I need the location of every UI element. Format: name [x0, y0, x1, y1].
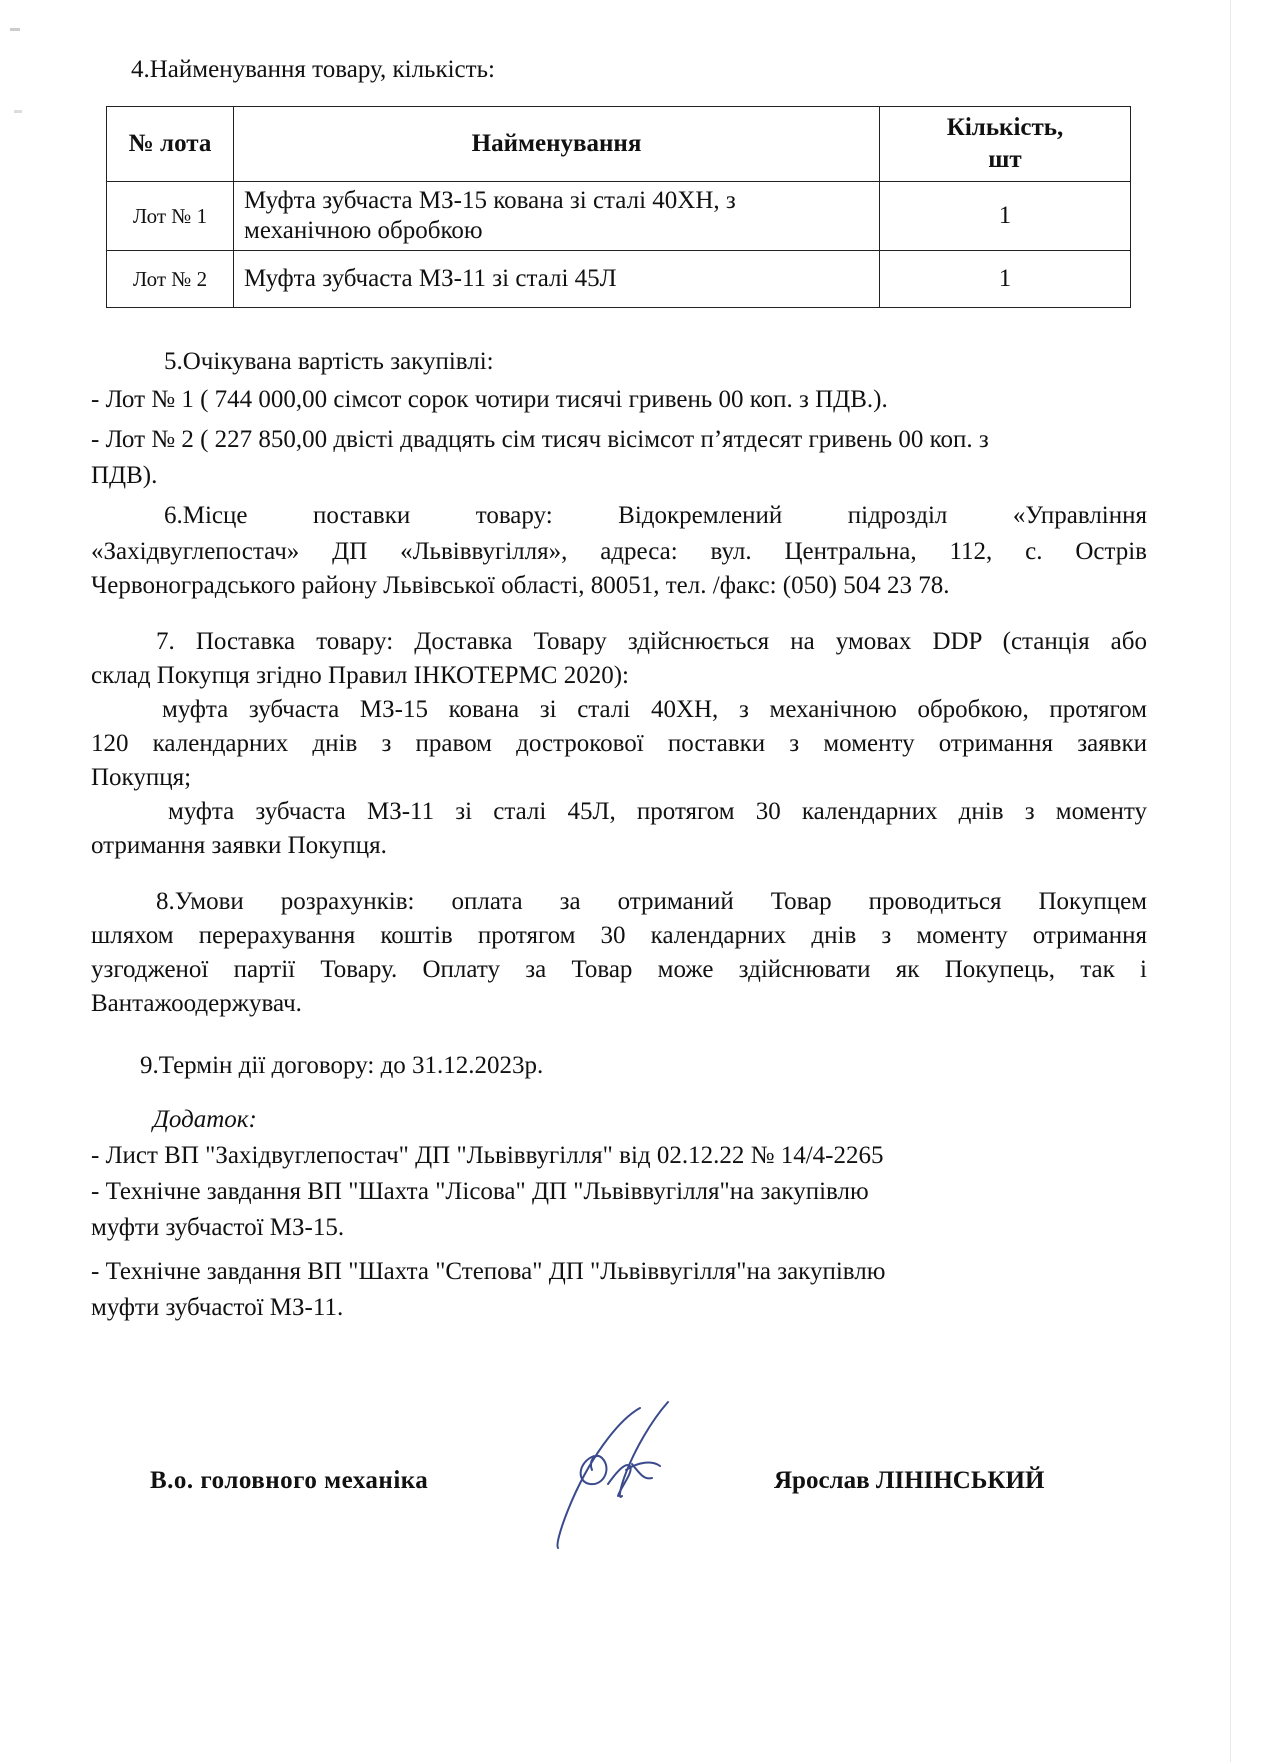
section8-line2: шляхом перерахування коштів протягом 30 календарних днів з моменту отримання — [91, 922, 1147, 949]
header-qty-line1: Кількість, — [946, 114, 1064, 141]
lots-table — [106, 106, 1131, 308]
lot-cell: Лот № 1 — [107, 182, 234, 251]
section5-lot1: - Лот № 1 ( 744 000,00 сімсот сорок чотири тисячі гривень 00 коп. з ПДВ.). — [91, 386, 888, 413]
qty-cell: 1 — [880, 251, 1131, 308]
section7-line1: 7. Поставка товару: Доставка Товару здійснюється на умовах DDP (станція або — [156, 628, 1147, 655]
section8-line4: Вантажоодержувач. — [91, 990, 302, 1017]
section6-line3: Червоноградського району Львівської області, 80051, тел. /факс: (050) 504 23 78. — [91, 572, 950, 599]
section7-line5: Покупця; — [91, 764, 192, 791]
appendix-item2-line2: муфти зубчастої МЗ-15. — [91, 1214, 345, 1241]
signer-name: Ярослав ЛІНІНСЬКИЙ — [774, 1467, 1045, 1494]
scan-mark — [10, 28, 20, 31]
section8-line1: 8.Умови розрахунків: оплата за отриманий Товар проводиться Покупцем — [156, 888, 1147, 915]
appendix-item2-line1: - Технічне завдання ВП "Шахта "Лісова" ДП "Львіввугілля"на закупівлю — [91, 1178, 869, 1205]
scan-mark — [14, 110, 22, 113]
signer-position: В.о. головного механіка — [150, 1467, 429, 1494]
section7-line7: отримання заявки Покупця. — [91, 832, 387, 859]
section7-line6: муфта зубчаста МЗ-11 зі сталі 45Л, протягом 30 календарних днів з моменту — [168, 798, 1147, 825]
handwritten-signature — [548, 1400, 688, 1550]
table-header-row — [107, 107, 1131, 182]
appendix-item3-line1: - Технічне завдання ВП "Шахта "Степова" ДП "Львіввугілля"на закупівлю — [91, 1258, 886, 1285]
header-name: Найменування — [234, 107, 880, 182]
section7-line4: 120 календарних днів з правом дострокової поставки з моменту отримання заявки — [91, 730, 1147, 757]
header-qty — [880, 107, 1131, 182]
section5-lot2-line2: ПДВ). — [91, 462, 158, 489]
section6-line2: «Західвуглепостач» ДП «Львіввугілля», адреса: вул. Центральна, 112, с. Острів — [91, 538, 1147, 565]
signature-strokes — [557, 1402, 668, 1548]
header-qty-line2: шт — [988, 146, 1022, 173]
section4-heading: 4.Найменування товару, кількість: — [131, 56, 495, 83]
section7-line2: склад Покупця згідно Правил ІНКОТЕРМС 2020): — [91, 662, 629, 689]
name-cell: Муфта зубчаста МЗ-15 кована зі сталі 40ХН, з механічною обробкою — [234, 182, 880, 251]
page-edge — [1230, 0, 1231, 1762]
section5-lot2-line1: - Лот № 2 ( 227 850,00 двісті двадцять сім тисяч вісімсот п’ятдесят гривень 00 коп. з — [91, 426, 989, 453]
section5-heading: 5.Очікувана вартість закупівлі: — [164, 348, 494, 375]
qty-cell: 1 — [880, 182, 1131, 251]
lot-cell: Лот № 2 — [107, 251, 234, 308]
section7-line3: муфта зубчаста МЗ-15 кована зі сталі 40ХН, з механічною обробкою, протягом — [162, 696, 1147, 723]
section6-line1: 6.Місце поставки товару: Відокремлений підрозділ «Управління — [164, 502, 1147, 529]
name-cell: Муфта зубчаста МЗ-11 зі сталі 45Л — [234, 251, 880, 308]
section8-line3: узгодженої партії Товару. Оплату за Товар може здійснювати як Покупець, так і — [91, 956, 1147, 983]
appendix-item1: - Лист ВП "Західвуглепостач" ДП "Львіввугілля" від 02.12.22 № 14/4-2265 — [91, 1142, 884, 1169]
table-row — [107, 182, 1131, 251]
header-lot: № лота — [107, 107, 234, 182]
appendix-item3-line2: муфти зубчастої МЗ-11. — [91, 1294, 344, 1321]
appendix-heading: Додаток: — [153, 1106, 257, 1133]
section9-term: 9.Термін дії договору: до 31.12.2023р. — [140, 1052, 544, 1079]
table-row — [107, 251, 1131, 308]
